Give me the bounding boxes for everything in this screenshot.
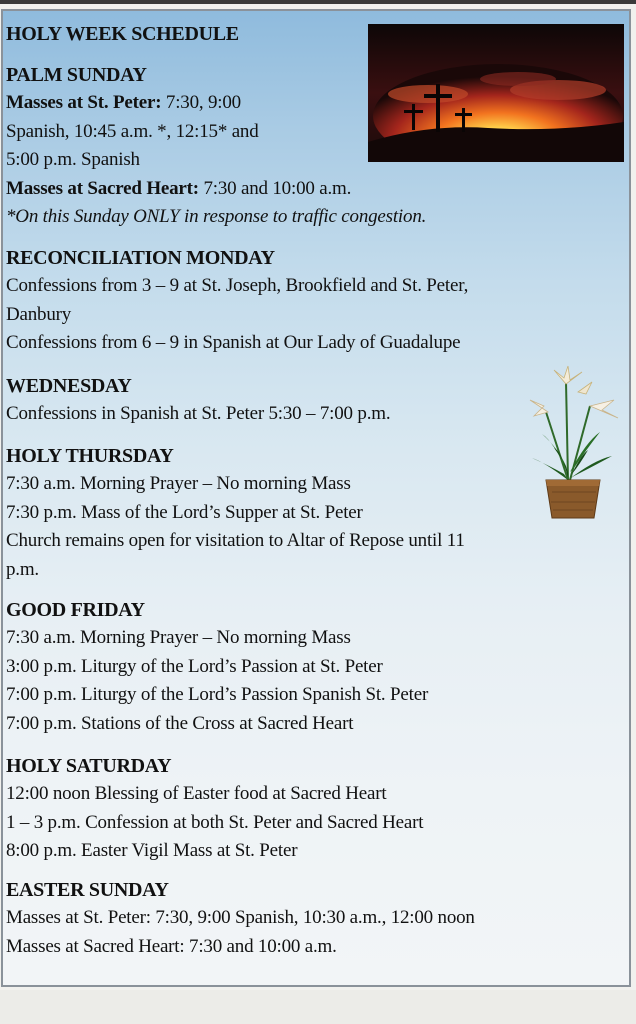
saturday-line-2: 1 – 3 p.m. Confession at both St. Peter and Sacred Heart [6, 811, 424, 833]
holy-saturday-section [6, 752, 423, 866]
sacred-heart-masses-label: Masses at Sacred Heart: [6, 177, 199, 199]
sacred-heart-masses-times: 7:30 and 10:00 a.m. [198, 177, 352, 199]
saturday-line-1: 12:00 noon Blessing of Easter food at Sacred Heart [6, 783, 387, 804]
good-friday-section [6, 596, 428, 738]
thursday-line-2: 7:30 p.m. Mass of the Lord’s Supper at St. Peter [6, 501, 363, 523]
friday-line-3: 7:00 p.m. Liturgy of the Lord’s Passion Spanish St. Peter [6, 684, 429, 705]
friday-line-1: 7:30 a.m. Morning Prayer – No morning Mass [6, 627, 351, 648]
monday-line-3: Confessions from 6 – 9 in Spanish at Our Lady of Guadalupe [6, 332, 461, 353]
easter-line-1: Masses at St. Peter: 7:30, 9:00 Spanish, 10:30 a.m., 12:00 noon [6, 907, 475, 928]
friday-line-2: 3:00 p.m. Liturgy of the Lord’s Passion at St. Peter [6, 655, 383, 677]
easter-line-2: Masses at Sacred Heart: 7:30 and 10:00 a.m. [6, 935, 337, 957]
thursday-line-4: p.m. [6, 558, 39, 580]
reconciliation-monday-section [6, 244, 468, 358]
monday-line-2: Danbury [6, 303, 72, 325]
saturday-line-3: 8:00 p.m. Easter Vigil Mass at St. Peter [6, 840, 298, 861]
holy-thursday-section [6, 442, 465, 584]
palm-sunday-heading: PALM SUNDAY [6, 64, 147, 86]
st-peter-masses-label: Masses at St. Peter: [6, 92, 162, 113]
thursday-line-3: Church remains open for visitation to Altar of Repose until 11 [6, 530, 465, 551]
thursday-line-1: 7:30 a.m. Morning Prayer – No morning Mass [6, 473, 351, 494]
wednesday-section [6, 372, 390, 429]
holy-thursday-heading: HOLY THURSDAY [6, 445, 174, 467]
page-background-bottom [0, 990, 636, 1024]
friday-line-4: 7:00 p.m. Stations of the Cross at Sacred Heart [6, 712, 354, 734]
monday-line-1: Confessions from 3 – 9 at St. Joseph, Brookfield and St. Peter, [6, 275, 469, 296]
easter-sunday-heading: EASTER SUNDAY [6, 879, 169, 901]
easter-lily-plant-image [524, 362, 622, 522]
easter-sunday-section [6, 876, 475, 961]
reconciliation-monday-heading: RECONCILIATION MONDAY [6, 247, 275, 269]
traffic-note: *On this Sunday ONLY in response to traffic congestion. [6, 206, 427, 227]
holy-saturday-heading: HOLY SATURDAY [6, 755, 172, 777]
good-friday-heading: GOOD FRIDAY [6, 599, 145, 621]
st-peter-masses-times: 7:30, 9:00 [161, 92, 241, 113]
wednesday-line-1: Confessions in Spanish at St. Peter 5:30 – 7:00 p.m. [6, 403, 391, 424]
palm-sunday-section [6, 61, 426, 232]
st-peter-masses-line [6, 89, 426, 118]
top-edge-strip [0, 0, 636, 4]
st-peter-masses-line-2: Spanish, 10:45 a.m. *, 12:15* and [6, 120, 259, 142]
sacred-heart-masses-line [6, 175, 426, 204]
st-peter-masses-line-3: 5:00 p.m. Spanish [6, 149, 140, 170]
page-title: HOLY WEEK SCHEDULE [6, 23, 239, 45]
wednesday-heading: WEDNESDAY [6, 375, 132, 397]
